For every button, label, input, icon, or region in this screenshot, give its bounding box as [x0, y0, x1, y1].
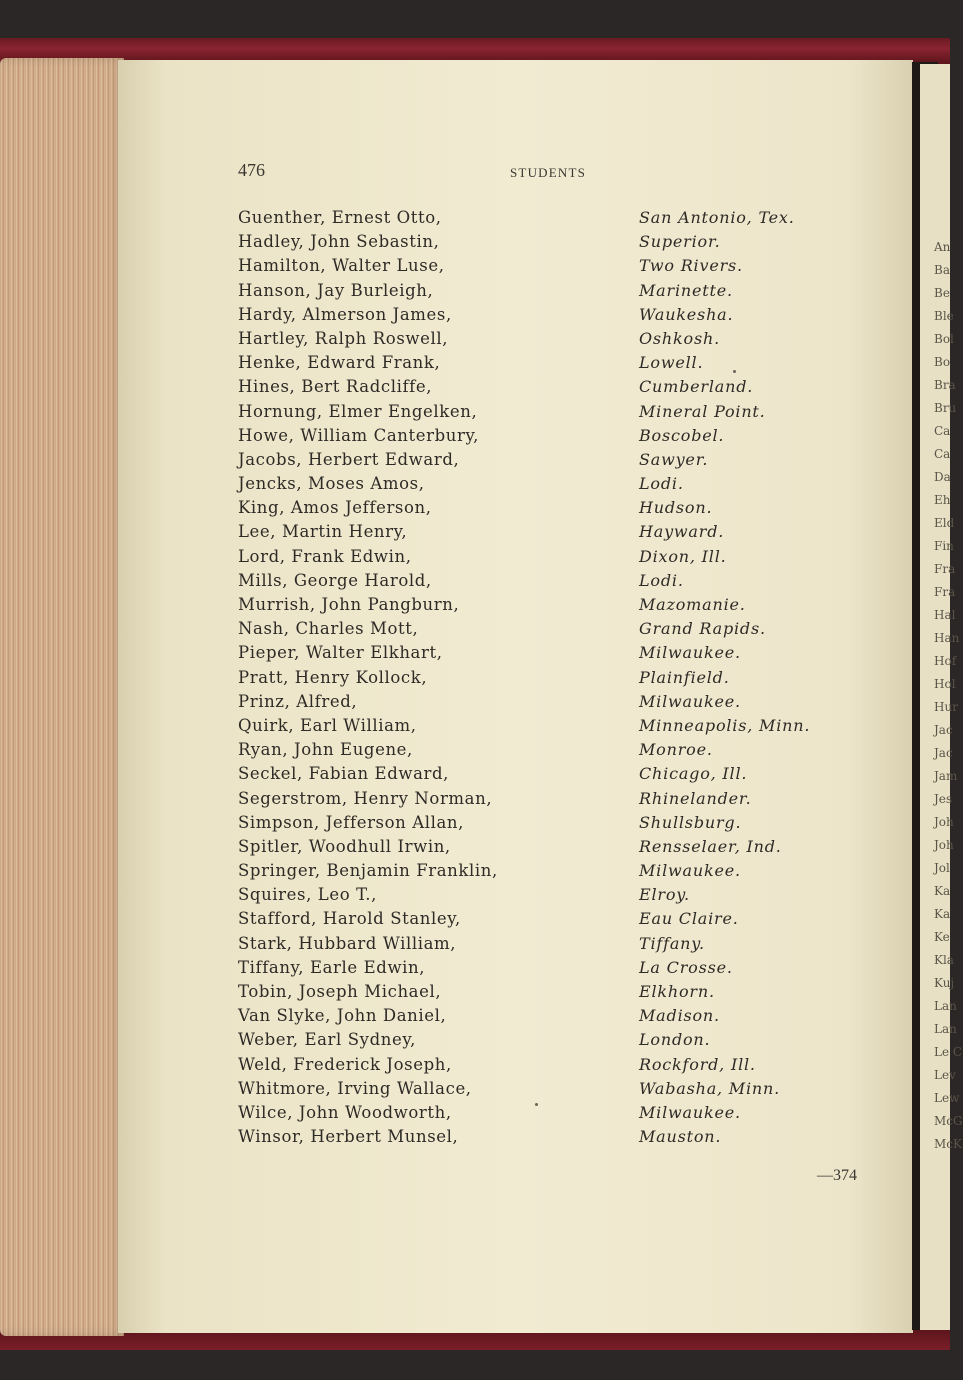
next-page-fragment: Kuj — [934, 976, 955, 990]
student-name: Henke, Edward Frank, — [238, 353, 441, 373]
student-name: Hornung, Elmer Engelken, — [238, 401, 478, 421]
student-place: San Antonio, Tex. — [639, 208, 795, 227]
student-place: Boscobel. — [639, 425, 725, 445]
next-page-fragment: Ca — [934, 424, 951, 438]
student-place: Rensselaer, Ind. — [639, 836, 782, 856]
student-row — [238, 1103, 858, 1127]
student-row — [238, 885, 858, 909]
student-place: Oshkosh. — [639, 328, 720, 348]
student-place: Waukesha. — [639, 304, 734, 324]
signature-mark: —374 — [817, 1167, 857, 1184]
student-place: Lowell. — [639, 353, 704, 373]
student-place: Marinette. — [639, 280, 733, 300]
next-page-fragment: Le C — [934, 1045, 963, 1059]
page-number: 476 — [238, 160, 265, 180]
student-name: Springer, Benjamin Franklin, — [238, 861, 498, 881]
student-row — [238, 982, 858, 1006]
next-page-fragment: Fin — [934, 539, 954, 553]
student-name: Segerstrom, Henry Norman, — [238, 788, 493, 808]
student-row — [238, 740, 858, 764]
next-page-fragment: Fra — [934, 562, 956, 576]
student-name: Stafford, Harold Stanley, — [238, 909, 461, 929]
student-place: Sawyer. — [639, 449, 709, 469]
next-page-fragment: Hof — [934, 654, 957, 668]
next-page-fragment: Ba — [934, 263, 950, 277]
student-place: Cumberland. — [639, 377, 754, 397]
student-place: Hayward. — [639, 522, 725, 542]
student-name: Lee, Martin Henry, — [238, 522, 408, 542]
student-row — [238, 595, 858, 619]
student-name: Hardy, Almerson James, — [238, 304, 452, 324]
next-page-fragment: Lew — [934, 1091, 960, 1105]
student-row — [238, 522, 858, 546]
student-place: Eau Claire. — [639, 909, 739, 929]
student-row — [238, 571, 858, 595]
student-row — [238, 474, 858, 498]
next-page-fragment: Ca — [934, 447, 951, 461]
student-name: Hines, Bert Radcliffe, — [238, 377, 433, 397]
student-place: Mineral Point. — [639, 401, 766, 421]
student-place: Milwaukee. — [639, 643, 741, 663]
student-place: Superior. — [639, 232, 721, 252]
student-place: Monroe. — [639, 740, 713, 760]
student-place: Elkhorn. — [639, 982, 715, 1001]
student-row — [238, 692, 858, 716]
student-row — [238, 208, 858, 232]
student-list — [238, 208, 858, 1151]
student-place: Wabasha, Minn. — [639, 1078, 780, 1098]
student-name: Seckel, Fabian Edward, — [238, 764, 450, 784]
student-place: Milwaukee. — [639, 861, 741, 881]
student-row — [238, 329, 858, 353]
next-page-fragment: Lan — [934, 999, 957, 1013]
student-name: Tobin, Joseph Michael, — [238, 982, 442, 1001]
next-page-fragment: Eh — [934, 493, 951, 507]
running-head: STUDENTS — [510, 165, 587, 180]
student-place: Mazomanie. — [639, 595, 746, 614]
student-row — [238, 837, 858, 861]
next-page-fragment: Bo — [934, 355, 951, 369]
student-name: Whitmore, Irving Wallace, — [238, 1078, 472, 1098]
paper-speck — [535, 1103, 538, 1106]
student-row — [238, 547, 858, 571]
student-row — [238, 909, 858, 933]
student-row — [238, 450, 858, 474]
student-row — [238, 764, 858, 788]
next-page-fragment: Bol — [934, 332, 954, 346]
student-place: Minneapolis, Minn. — [639, 715, 811, 735]
student-name: Pieper, Walter Elkhart, — [238, 643, 443, 663]
next-page-fragment: Hur — [934, 700, 958, 714]
student-name: Nash, Charles Mott, — [238, 619, 419, 639]
student-place: Milwaukee. — [639, 1102, 741, 1122]
student-name: Prinz, Alfred, — [238, 691, 358, 711]
student-place: Tiffany. — [639, 933, 705, 953]
student-row — [238, 1055, 858, 1079]
student-row — [238, 232, 858, 256]
next-page-fragment: McG — [934, 1114, 963, 1128]
student-row — [238, 619, 858, 643]
student-name: King, Amos Jefferson, — [238, 498, 432, 518]
next-page-fragment: Han — [934, 631, 960, 645]
next-page-fragment: Ke — [934, 930, 950, 944]
student-name: Stark, Hubbard William, — [238, 933, 457, 953]
next-page-fragment: Kla — [934, 953, 954, 967]
student-place: La Crosse. — [639, 957, 733, 977]
next-page-fragment: Hol — [934, 677, 956, 691]
student-name: Simpson, Jefferson Allan, — [238, 812, 465, 832]
student-place: Rhinelander. — [639, 788, 752, 808]
next-page-fragment: Jam — [934, 769, 958, 783]
student-row — [238, 813, 858, 837]
student-row — [238, 1079, 858, 1103]
student-name: Spitler, Woodhull Irwin, — [238, 836, 451, 856]
student-name: Guenther, Ernest Otto, — [238, 208, 442, 227]
next-page-fragment: McK — [934, 1137, 962, 1151]
page-edges — [0, 58, 124, 1336]
student-place: Rockford, Ill. — [639, 1054, 756, 1074]
next-page-fragment: Hal — [934, 608, 956, 622]
student-place: Milwaukee. — [639, 691, 741, 711]
next-page-fragment: Ka — [934, 907, 951, 921]
next-page-fragment: Fra — [934, 585, 956, 599]
next-page-fragment: An — [934, 240, 951, 254]
student-name: Jacobs, Herbert Edward, — [238, 449, 460, 469]
student-row — [238, 958, 858, 982]
next-page-text-fragments — [920, 64, 963, 1156]
next-page-fragment: Be — [934, 286, 950, 300]
student-row — [238, 789, 858, 813]
student-name: Weld, Frederick Joseph, — [238, 1054, 452, 1074]
student-place: Grand Rapids. — [639, 619, 766, 639]
student-place: Plainfield. — [639, 667, 730, 687]
student-row — [238, 377, 858, 401]
student-row — [238, 668, 858, 692]
next-page-fragment: Joh — [934, 815, 954, 829]
student-row — [238, 402, 858, 426]
next-page-fragment: Lan — [934, 1022, 957, 1036]
student-name: Mills, George Harold, — [238, 570, 432, 590]
student-name: Quirk, Earl William, — [238, 715, 417, 735]
student-name: Hartley, Ralph Roswell, — [238, 328, 449, 348]
student-row — [238, 643, 858, 667]
student-row — [238, 426, 858, 450]
student-name: Hanson, Jay Burleigh, — [238, 280, 434, 300]
student-name: Tiffany, Earle Edwin, — [238, 957, 426, 977]
next-page-fragment: Lev — [934, 1068, 956, 1082]
student-row — [238, 353, 858, 377]
next-page-fragment: Jes — [934, 792, 953, 806]
student-row — [238, 1006, 858, 1030]
student-name: Winsor, Herbert Munsel, — [238, 1127, 459, 1147]
student-name: Weber, Earl Sydney, — [238, 1030, 416, 1050]
next-page-edge — [920, 64, 963, 1330]
next-page-fragment: Jac — [934, 723, 953, 737]
student-name: Wilce, John Woodworth, — [238, 1102, 452, 1122]
next-page-fragment: Da — [934, 470, 951, 484]
student-row — [238, 256, 858, 280]
student-place: Two Rivers. — [639, 256, 743, 276]
student-place: Lodi. — [639, 474, 684, 494]
student-place: Hudson. — [639, 498, 713, 518]
student-place: London. — [639, 1030, 711, 1050]
student-name: Squires, Leo T., — [238, 885, 377, 905]
student-row — [238, 305, 858, 329]
next-page-fragment: Ka — [934, 884, 951, 898]
student-name: Hadley, John Sebastin, — [238, 232, 440, 252]
student-place: Madison. — [639, 1006, 720, 1026]
student-row — [238, 1030, 858, 1054]
next-page-fragment: Bru — [934, 401, 957, 415]
student-name: Lord, Frank Edwin, — [238, 546, 412, 566]
student-place: Shullsburg. — [639, 812, 742, 832]
student-place: Lodi. — [639, 570, 684, 590]
student-place: Elroy. — [639, 885, 690, 905]
student-name: Hamilton, Walter Luse, — [238, 256, 445, 276]
student-row — [238, 1127, 858, 1151]
next-page-fragment: Jac — [934, 746, 953, 760]
student-name: Pratt, Henry Kollock, — [238, 667, 428, 687]
student-row — [238, 281, 858, 305]
student-name: Ryan, John Eugene, — [238, 740, 413, 760]
paper-speck — [733, 370, 736, 373]
next-page-fragment: Joh — [934, 838, 954, 852]
student-row — [238, 498, 858, 522]
student-row — [238, 716, 858, 740]
student-place: Mauston. — [639, 1127, 722, 1147]
student-place: Dixon, Ill. — [639, 546, 727, 566]
student-row — [238, 934, 858, 958]
next-page-fragment: Bra — [934, 378, 956, 392]
student-name: Jencks, Moses Amos, — [238, 474, 425, 494]
next-page-fragment: Jol — [934, 861, 950, 875]
student-name: Van Slyke, John Daniel, — [238, 1006, 447, 1026]
next-page-fragment: Eld — [934, 516, 955, 530]
student-name: Howe, William Canterbury, — [238, 425, 480, 445]
student-row — [238, 861, 858, 885]
student-place: Chicago, Ill. — [639, 764, 748, 784]
student-name: Murrish, John Pangburn, — [238, 595, 460, 614]
next-page-fragment: Ble — [934, 309, 954, 323]
